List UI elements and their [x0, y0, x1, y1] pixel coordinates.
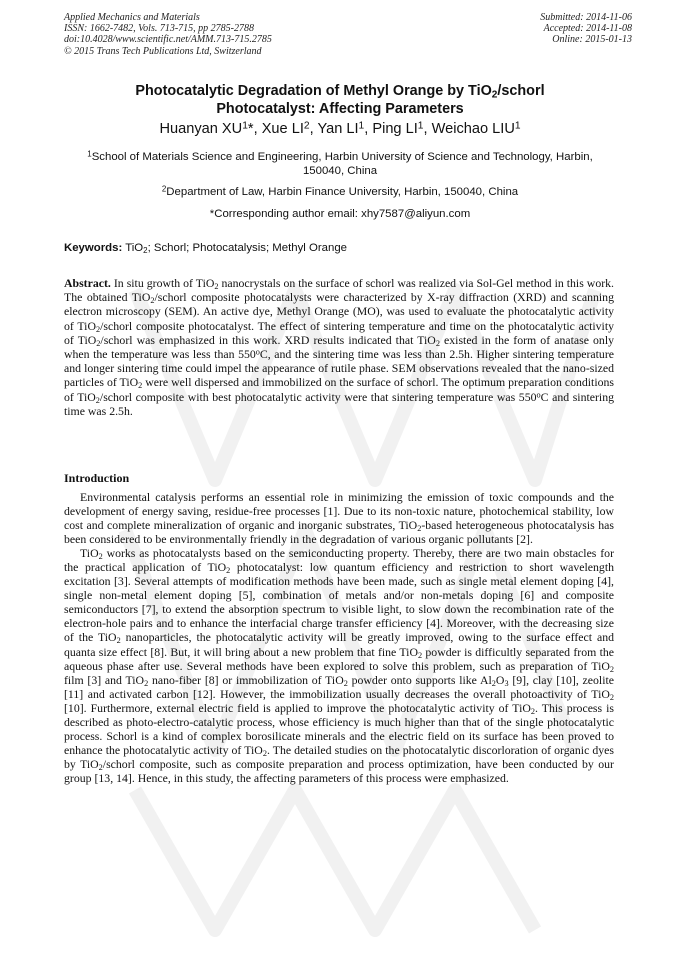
corresponding-author: *Corresponding author email: xhy7587@aliyun.com	[209, 208, 471, 220]
affiliation-1: $^1$School of Materials Science and Engineering, Harbin University of Science and Technology, Harbin, 150040, China	[87, 149, 593, 177]
copyright-line: © 2015 Trans Tech Publications Ltd, Switzerland	[64, 45, 262, 57]
author: Yan $LI^1$,	[317, 120, 373, 137]
journal-name: Applied Mechanics and Materials	[64, 12, 200, 23]
author: Ping $LI^1$,	[372, 120, 432, 137]
paper-title	[60, 82, 620, 118]
keywords	[64, 242, 624, 254]
issn-line: ISSN: 1662-7482, Vols. 713-715, pp 2785-2788	[64, 23, 254, 35]
journal-header-left	[64, 12, 272, 57]
introduction-body	[64, 490, 614, 785]
abstract-text: In situ growth of TiO$_2$ nanocrystals on the surface of schorl was realized via Sol-Gel method in this work. The obtained TiO$_2$/schorl composite photocatalysts were characterized by X-ray diffraction (XRD) and scanning electron microscopy (SEM). An active dye, Methyl Orange (MO), was used to evaluate the photocatalytic activity of TiO$_2$/schorl composite photocatalyst. The effect of sintering temperature and time on the photocatalytic activity of TiO$_2$/schorl was emphasized in this work. XRD results indicated that TiO$_2$ existed in the form of anatase only when the temperature was less than 550$^o$C, and the sintering time was less than 2.5h. Higher sintering temperature and longer sintering time could impel the appearance of rutile phase. SEM observations revealed that the nano-sized particles of TiO$_2$ were well dispersed and immobilized on the surface of schorl. The optimum preparation conditions of TiO$_2$/schorl composite with best photocatalytic activity were that sintering temperature was 550$^o$C and sintering time was 2.5h.	[64, 276, 615, 418]
journal-header-right	[540, 12, 632, 46]
author: Weichao LIU$^1$	[431, 120, 521, 137]
abstract	[64, 276, 614, 418]
accepted-date: Accepted: 2014-11-08	[543, 23, 632, 35]
title-line-2: Photocatalyst: Affecting Parameters	[216, 101, 464, 117]
author: Xue $LI^2$,	[261, 120, 318, 137]
abstract-label: Abstract.	[64, 276, 111, 290]
keywords-text: TiO$_2$; Schorl; Photocatalysis; Methyl Orange	[122, 242, 347, 255]
author: Huanyan $XU^1*$,	[159, 120, 262, 137]
paragraph: TiO$_2$ works as photocatalysts based on the semiconducting property. Thereby, there are two main obstacles for the practical application of TiO$_2$ photocatalyst: low quantum efficiency and restriction to short wavelength excitation [3]. Several attempts of modification methods have been made, such as single metal element doping [4], single non-metal element doping [5], combination of metals and/or non-metals doping [6] and composite semiconductors [7], to extend the absorption spectrum to visible light, to slow down the recombination rate of the electron-hole pairs and to enhance the interfacial charge transfer efficiency [4]. Moreover, with the decreasing size of the TiO$_2$ nanoparticles, the photocatalytic activity will be greatly improved, owing to the surface effect and quanta size effect [8]. But, it will bring about a new problem that fine TiO$_2$ powder is difficultly separated from the aqueous phase after use. Several methods have been explored to solve this problem, such as preparation of TiO$_2$ film [3] and TiO$_2$ nano-fiber [8] or immobilization of TiO$_2$ powder onto supports like $Al_2O_3$ [9], clay [10], zeolite [11] and activated carbon [12]. However, the immobilization usually decreases the overall photoactivity of TiO$_2$ [10]. Furthermore, external electric field is applied to improve the photocatalytic activity of TiO$_2$. This process is described as photo-electro-catalytic process, whose efficiency is much higher than that of the single photocatalytic process. Schorl is a kind of complex borosilicate minerals and the electric field on its surface has been proved to enhance the photocatalytic activity of TiO$_2$. The detailed studies on the photocatalytic discorloration of organic dyes by TiO$_2$/schorl composite, such as composite preparation and process optimization, have been conducted by our group [13, 14]. Hence, in this study, the affecting parameters of this process were emphasized.	[64, 546, 614, 785]
introduction-heading: Introduction	[64, 471, 130, 485]
online-date: Online: 2015-01-13	[552, 34, 632, 46]
paragraph: Environmental catalysis performs an essential role in minimizing the emission of toxic compounds and the development of energy saving, residue-free processes [1]. Due to its non-toxic nature, photochemical stability, low cost and complete mineralization of organic and inorganic substrates, TiO$_2$-based heterogeneous photocatalysis has been considered to be environmentally friendly in the degradation of various organic pollutants [2].	[64, 490, 614, 547]
author-list	[60, 121, 620, 137]
affiliation-2: $^2$Department of Law, Harbin Finance University, Harbin, 150040, China	[161, 184, 519, 198]
doi-line[interactable]: doi:10.4028/www.scientific.net/AMM.713-715.2785	[64, 34, 272, 46]
keywords-label: Keywords:	[64, 242, 123, 254]
title-line-1: Photocatalytic Degradation of Methyl Orange by TiO$_2$/schorl	[135, 83, 545, 101]
submitted-date: Submitted: 2014-11-06	[540, 12, 632, 23]
